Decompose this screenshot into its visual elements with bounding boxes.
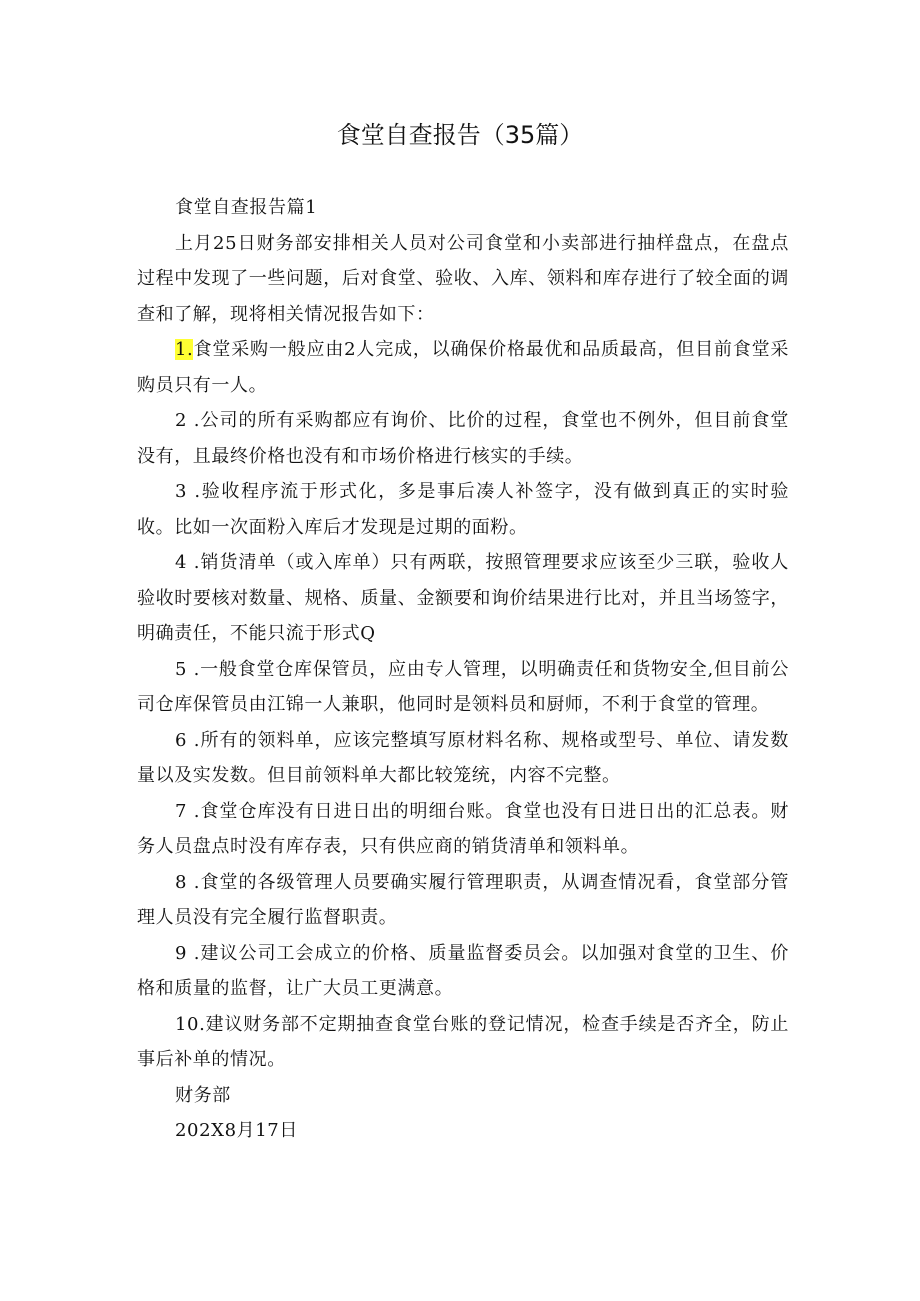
list-item	[137, 936, 789, 1007]
item-number: 7 .	[175, 800, 201, 822]
item-text: 公司的所有采购都应有询价、比价的过程，食堂也不例外，但目前食堂没有，且最终价格也没有和市场价格进行核实的手续。	[137, 410, 789, 467]
document-title: 食堂自查报告（35篇）	[336, 121, 584, 149]
item-text: 食堂的各级管理人员要确实履行管理职责，从调查情况看，食堂部分管理人员没有完全履行监督职责。	[137, 871, 789, 928]
item-number-highlighted: 1.	[175, 339, 194, 360]
list-item	[137, 403, 789, 474]
item-number: 2 .	[175, 410, 201, 431]
item-text: 验收程序流于形式化，多是事后凑人补签字，没有做到真正的实时验收。比如一次面粉入库后才发现是过期的面粉。	[137, 481, 790, 538]
item-number: 4 .	[175, 552, 201, 573]
list-item	[137, 1007, 789, 1078]
item-text: 建议财务部不定期抽查食堂台账的登记情况，检查手续是否齐全，防止事后补单的情况。	[137, 1013, 789, 1070]
item-number: 9 .	[175, 942, 201, 964]
item-text: 一般食堂仓库保管员，应由专人管理，以明确责任和货物安全,但目前公司仓库保管员由江锦一人兼职，他同时是领料员和厨师，不利于食堂的管理。	[137, 658, 789, 715]
item-number: 6 .	[175, 729, 201, 751]
item-number: 10.	[175, 1013, 206, 1035]
intro-paragraph: 上月25日财务部安排相关人员对公司食堂和小卖部进行抽样盘点，在盘点过程中发现了一些问题，后对食堂、验收、入库、领料和库存进行了较全面的调查和了解，现将相关情况报告如下：	[137, 232, 789, 325]
list-item	[137, 652, 789, 723]
document-body	[137, 190, 789, 1149]
item-number: 5 .	[175, 658, 200, 680]
list-item	[137, 723, 789, 794]
list-item	[137, 865, 789, 936]
item-text: 所有的领料单，应该完整填写原材料名称、规格或型号、单位、请发数量以及实发数。但目前领料单大都比较笼统，内容不完整。	[137, 729, 789, 786]
item-text: 建议公司工会成立的价格、质量监督委员会。以加强对食堂的卫生、价格和质量的监督，让广大员工更满意。	[137, 942, 789, 999]
item-text: 食堂仓库没有日进日出的明细台账。食堂也没有日进日出的汇总表。财务人员盘点时没有库存表，只有供应商的销货清单和领料单。	[137, 800, 789, 857]
item-text: 食堂采购一般应由2人完成，以确保价格最优和品质最高，但目前食堂采购员只有一人。	[137, 339, 789, 396]
item-text: 销货清单（或入库单）只有两联，按照管理要求应该至少三联，验收人验收时要核对数量、规格、质量、金额要和询价结果进行比对，并且当场签字，明确责任，不能只流于形式Q	[137, 552, 789, 644]
item-number: 3 .	[175, 481, 201, 502]
date: 202X8月17日	[175, 1120, 298, 1141]
list-item	[137, 474, 789, 545]
list-item	[137, 794, 789, 865]
signature: 财务部	[175, 1084, 231, 1106]
section-heading: 食堂自查报告篇1	[175, 197, 318, 218]
list-item	[137, 545, 789, 652]
item-number: 8 .	[175, 871, 201, 893]
list-item	[137, 332, 789, 403]
